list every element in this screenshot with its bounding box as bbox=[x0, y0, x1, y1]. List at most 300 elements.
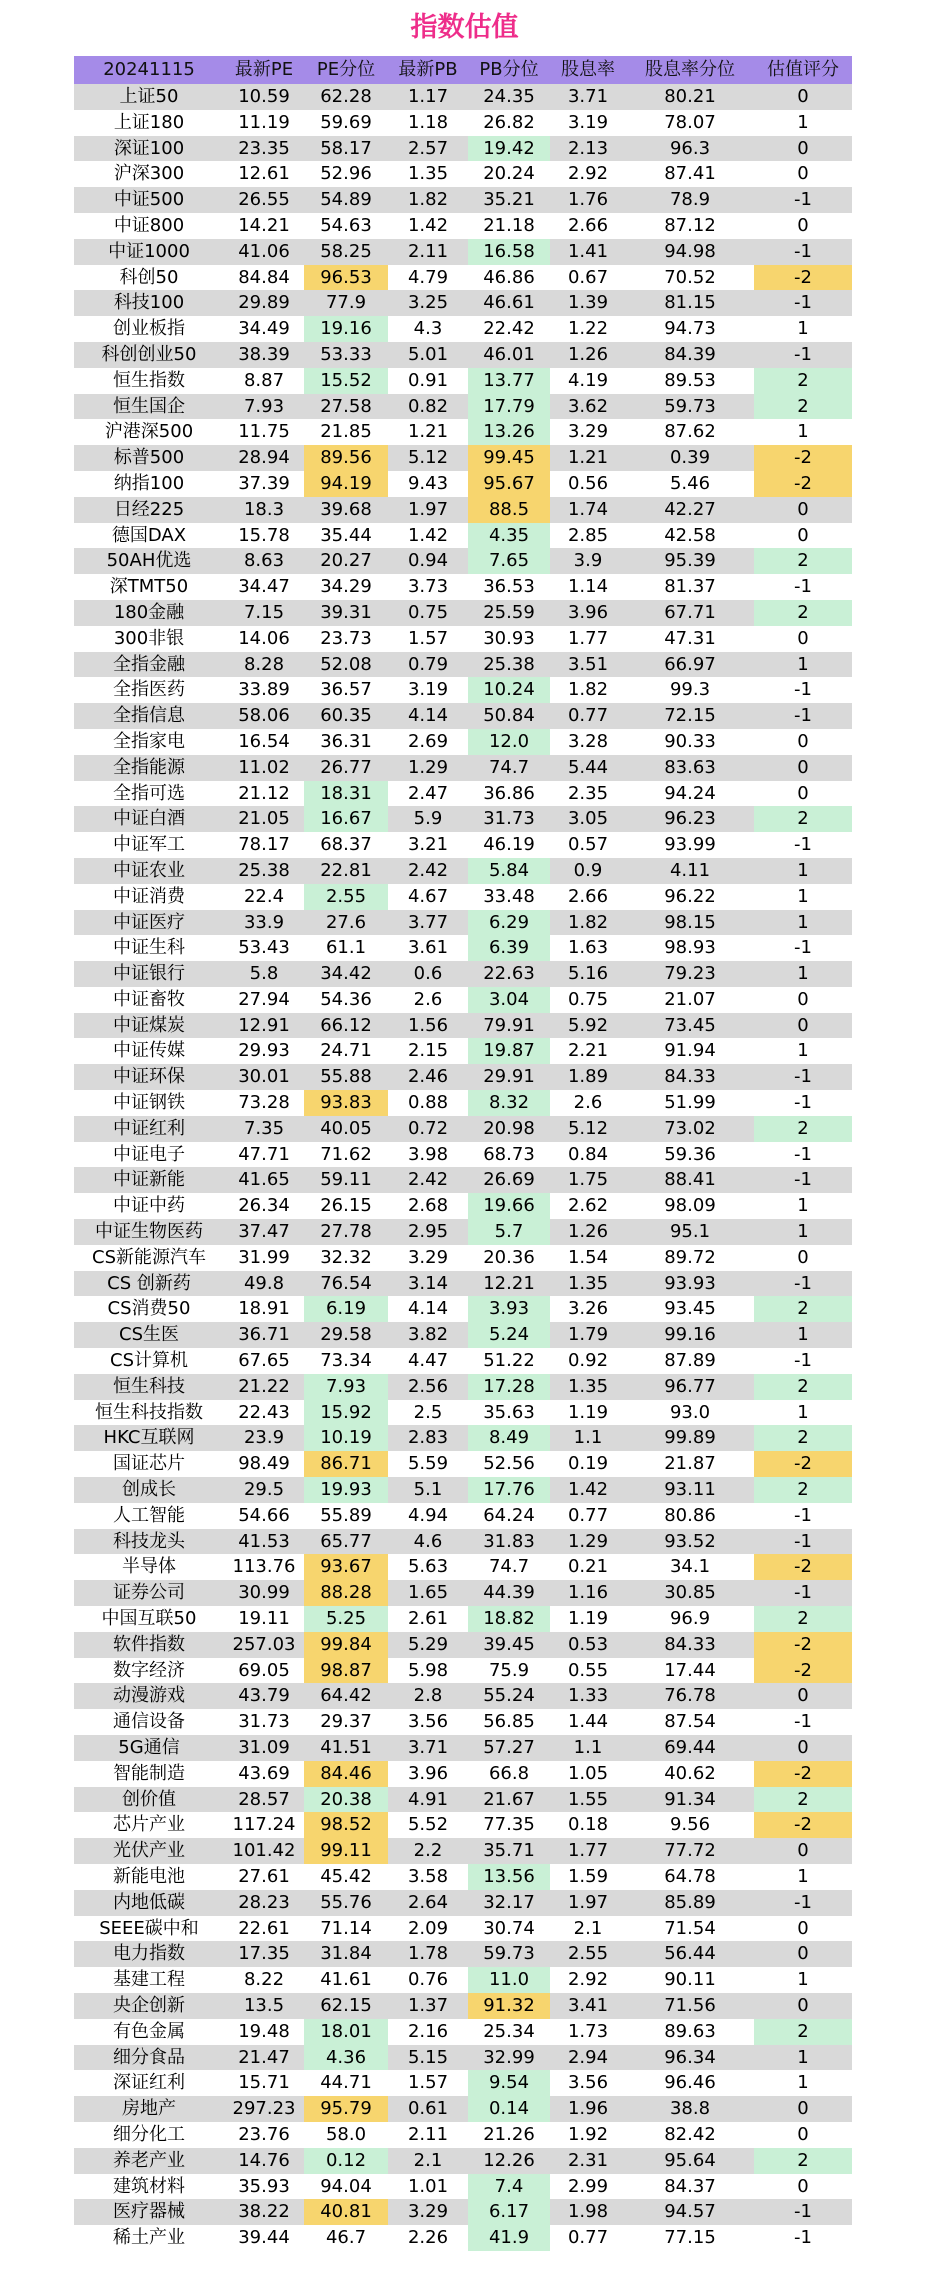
cell-pb: 0.75 bbox=[388, 600, 468, 626]
cell-pe: 29.89 bbox=[224, 290, 304, 316]
table-row bbox=[74, 368, 852, 394]
cell-pb: 2.83 bbox=[388, 1425, 468, 1451]
header-dividend-percentile: 股息率分位 bbox=[626, 56, 754, 84]
cell-name: 中证中药 bbox=[74, 1193, 224, 1219]
cell-pe: 38.22 bbox=[224, 2199, 304, 2225]
cell-dividend-yield: 5.92 bbox=[550, 1013, 626, 1039]
cell-dividend-yield: 3.26 bbox=[550, 1296, 626, 1322]
cell-pe-percentile: 39.68 bbox=[304, 497, 388, 523]
cell-pe: 18.3 bbox=[224, 497, 304, 523]
cell-name: 养老产业 bbox=[74, 2148, 224, 2174]
table-row bbox=[74, 445, 852, 471]
cell-dividend-percentile: 77.72 bbox=[626, 1838, 754, 1864]
cell-name: 内地低碳 bbox=[74, 1890, 224, 1916]
table-row bbox=[74, 858, 852, 884]
cell-dividend-yield: 1.26 bbox=[550, 1219, 626, 1245]
cell-dividend-percentile: 94.57 bbox=[626, 2199, 754, 2225]
cell-name: 动漫游戏 bbox=[74, 1683, 224, 1709]
cell-pe-percentile: 98.52 bbox=[304, 1812, 388, 1838]
cell-score: -1 bbox=[754, 1503, 852, 1529]
cell-pb-percentile: 5.84 bbox=[468, 858, 550, 884]
cell-score: -1 bbox=[754, 1529, 852, 1555]
cell-pe: 19.48 bbox=[224, 2019, 304, 2045]
cell-dividend-yield: 2.35 bbox=[550, 781, 626, 807]
cell-name: 创业板指 bbox=[74, 316, 224, 342]
cell-dividend-yield: 2.66 bbox=[550, 213, 626, 239]
table-row bbox=[74, 1709, 852, 1735]
cell-pe-percentile: 55.88 bbox=[304, 1064, 388, 1090]
cell-pe: 31.73 bbox=[224, 1709, 304, 1735]
cell-name: 全指家电 bbox=[74, 729, 224, 755]
cell-name: 深证红利 bbox=[74, 2070, 224, 2096]
table-row bbox=[74, 1606, 852, 1632]
cell-pb: 1.37 bbox=[388, 1993, 468, 2019]
cell-pe-percentile: 20.38 bbox=[304, 1787, 388, 1813]
cell-dividend-percentile: 80.21 bbox=[626, 84, 754, 110]
cell-pe: 31.99 bbox=[224, 1245, 304, 1271]
cell-pb-percentile: 59.73 bbox=[468, 1941, 550, 1967]
cell-dividend-percentile: 93.99 bbox=[626, 832, 754, 858]
cell-pb: 2.46 bbox=[388, 1064, 468, 1090]
cell-dividend-percentile: 95.64 bbox=[626, 2148, 754, 2174]
header-pe-percentile: PE分位 bbox=[304, 56, 388, 84]
cell-pe: 35.93 bbox=[224, 2174, 304, 2200]
cell-name: 300非银 bbox=[74, 626, 224, 652]
cell-pe-percentile: 98.87 bbox=[304, 1658, 388, 1684]
table-row bbox=[74, 806, 852, 832]
cell-pb: 2.15 bbox=[388, 1038, 468, 1064]
table-row bbox=[74, 1348, 852, 1374]
cell-score: 2 bbox=[754, 1374, 852, 1400]
cell-pe: 98.49 bbox=[224, 1451, 304, 1477]
cell-score: -1 bbox=[754, 832, 852, 858]
cell-pe-percentile: 54.63 bbox=[304, 213, 388, 239]
cell-dividend-yield: 2.13 bbox=[550, 136, 626, 162]
table-row bbox=[74, 419, 852, 445]
table-row bbox=[74, 600, 852, 626]
cell-dividend-percentile: 87.62 bbox=[626, 419, 754, 445]
cell-pb-percentile: 26.69 bbox=[468, 1167, 550, 1193]
cell-pb: 1.29 bbox=[388, 755, 468, 781]
cell-pb: 1.78 bbox=[388, 1941, 468, 1967]
cell-score: 0 bbox=[754, 523, 852, 549]
cell-pb: 0.91 bbox=[388, 368, 468, 394]
cell-pb-percentile: 6.39 bbox=[468, 935, 550, 961]
table-row bbox=[74, 1142, 852, 1168]
cell-pb-percentile: 30.93 bbox=[468, 626, 550, 652]
valuation-table bbox=[74, 56, 852, 2251]
cell-pb: 5.63 bbox=[388, 1554, 468, 1580]
cell-name: 上证180 bbox=[74, 110, 224, 136]
table-row bbox=[74, 1554, 852, 1580]
cell-pb: 2.56 bbox=[388, 1374, 468, 1400]
table-row bbox=[74, 910, 852, 936]
cell-dividend-yield: 1.92 bbox=[550, 2122, 626, 2148]
cell-name: 中证1000 bbox=[74, 239, 224, 265]
cell-score: -1 bbox=[754, 677, 852, 703]
cell-pb-percentile: 33.48 bbox=[468, 884, 550, 910]
cell-pe-percentile: 41.51 bbox=[304, 1735, 388, 1761]
cell-score: 0 bbox=[754, 1838, 852, 1864]
cell-dividend-yield: 3.19 bbox=[550, 110, 626, 136]
cell-pe-percentile: 24.71 bbox=[304, 1038, 388, 1064]
cell-name: 新能电池 bbox=[74, 1864, 224, 1890]
cell-pe-percentile: 7.93 bbox=[304, 1374, 388, 1400]
cell-dividend-percentile: 99.89 bbox=[626, 1425, 754, 1451]
cell-dividend-yield: 1.59 bbox=[550, 1864, 626, 1890]
table-row bbox=[74, 1993, 852, 2019]
cell-pb-percentile: 99.45 bbox=[468, 445, 550, 471]
cell-pb: 5.12 bbox=[388, 445, 468, 471]
cell-score: -2 bbox=[754, 471, 852, 497]
cell-pe-percentile: 35.44 bbox=[304, 523, 388, 549]
cell-pe-percentile: 15.92 bbox=[304, 1400, 388, 1426]
table-row bbox=[74, 1916, 852, 1942]
cell-pb: 2.2 bbox=[388, 1838, 468, 1864]
cell-pe-percentile: 6.19 bbox=[304, 1296, 388, 1322]
cell-pb: 1.57 bbox=[388, 626, 468, 652]
table-row bbox=[74, 84, 852, 110]
cell-dividend-yield: 1.97 bbox=[550, 1890, 626, 1916]
table-row bbox=[74, 290, 852, 316]
cell-dividend-yield: 2.92 bbox=[550, 161, 626, 187]
cell-pb: 2.5 bbox=[388, 1400, 468, 1426]
cell-pb: 2.61 bbox=[388, 1606, 468, 1632]
cell-pe: 26.34 bbox=[224, 1193, 304, 1219]
cell-pe: 12.61 bbox=[224, 161, 304, 187]
cell-pb: 3.29 bbox=[388, 2199, 468, 2225]
cell-dividend-yield: 1.73 bbox=[550, 2019, 626, 2045]
table-row bbox=[74, 1193, 852, 1219]
cell-dividend-percentile: 42.58 bbox=[626, 523, 754, 549]
cell-name: 全指信息 bbox=[74, 703, 224, 729]
cell-pb: 0.82 bbox=[388, 394, 468, 420]
cell-dividend-percentile: 71.56 bbox=[626, 1993, 754, 2019]
cell-dividend-yield: 1.35 bbox=[550, 1374, 626, 1400]
cell-pb-percentile: 16.58 bbox=[468, 239, 550, 265]
cell-dividend-yield: 3.29 bbox=[550, 419, 626, 445]
cell-dividend-yield: 0.84 bbox=[550, 1142, 626, 1168]
cell-dividend-yield: 1.76 bbox=[550, 187, 626, 213]
cell-name: 央企创新 bbox=[74, 1993, 224, 2019]
cell-pe: 26.55 bbox=[224, 187, 304, 213]
cell-dividend-percentile: 80.86 bbox=[626, 1503, 754, 1529]
cell-dividend-percentile: 87.12 bbox=[626, 213, 754, 239]
cell-pb-percentile: 7.4 bbox=[468, 2174, 550, 2200]
cell-pb: 4.94 bbox=[388, 1503, 468, 1529]
cell-pe-percentile: 93.67 bbox=[304, 1554, 388, 1580]
cell-name: 深TMT50 bbox=[74, 574, 224, 600]
cell-pb: 9.43 bbox=[388, 471, 468, 497]
cell-score: 1 bbox=[754, 1038, 852, 1064]
table-row bbox=[74, 1864, 852, 1890]
table-row bbox=[74, 1219, 852, 1245]
cell-dividend-yield: 1.05 bbox=[550, 1761, 626, 1787]
cell-pb: 5.9 bbox=[388, 806, 468, 832]
cell-score: 2 bbox=[754, 394, 852, 420]
cell-pe: 41.06 bbox=[224, 239, 304, 265]
cell-name: 德国DAX bbox=[74, 523, 224, 549]
table-row bbox=[74, 703, 852, 729]
cell-name: 科创50 bbox=[74, 265, 224, 291]
cell-pb-percentile: 22.42 bbox=[468, 316, 550, 342]
cell-score: 0 bbox=[754, 1916, 852, 1942]
cell-pe: 41.53 bbox=[224, 1529, 304, 1555]
cell-dividend-yield: 1.35 bbox=[550, 1271, 626, 1297]
cell-pb: 2.11 bbox=[388, 239, 468, 265]
cell-name: 沪港深500 bbox=[74, 419, 224, 445]
cell-score: -1 bbox=[754, 1580, 852, 1606]
cell-pb: 1.82 bbox=[388, 187, 468, 213]
cell-dividend-yield: 1.77 bbox=[550, 1838, 626, 1864]
table-row bbox=[74, 548, 852, 574]
cell-dividend-percentile: 87.41 bbox=[626, 161, 754, 187]
cell-dividend-percentile: 59.73 bbox=[626, 394, 754, 420]
cell-pe: 28.94 bbox=[224, 445, 304, 471]
cell-pb-percentile: 35.21 bbox=[468, 187, 550, 213]
cell-score: -1 bbox=[754, 574, 852, 600]
cell-pb-percentile: 31.73 bbox=[468, 806, 550, 832]
cell-pe: 34.49 bbox=[224, 316, 304, 342]
cell-pb-percentile: 74.7 bbox=[468, 1554, 550, 1580]
cell-dividend-percentile: 91.34 bbox=[626, 1787, 754, 1813]
table-row bbox=[74, 1322, 852, 1348]
cell-pe-percentile: 29.37 bbox=[304, 1709, 388, 1735]
cell-dividend-percentile: 94.24 bbox=[626, 781, 754, 807]
cell-dividend-percentile: 67.71 bbox=[626, 600, 754, 626]
cell-pb-percentile: 26.82 bbox=[468, 110, 550, 136]
cell-pe: 16.54 bbox=[224, 729, 304, 755]
cell-pb: 0.94 bbox=[388, 548, 468, 574]
cell-dividend-yield: 2.31 bbox=[550, 2148, 626, 2174]
cell-pb-percentile: 95.67 bbox=[468, 471, 550, 497]
cell-dividend-percentile: 21.87 bbox=[626, 1451, 754, 1477]
table-row bbox=[74, 342, 852, 368]
cell-name: 医疗器械 bbox=[74, 2199, 224, 2225]
cell-dividend-yield: 1.1 bbox=[550, 1425, 626, 1451]
cell-pe: 29.5 bbox=[224, 1477, 304, 1503]
header-dividend-yield: 股息率 bbox=[550, 56, 626, 84]
cell-pb-percentile: 56.85 bbox=[468, 1709, 550, 1735]
cell-dividend-yield: 5.12 bbox=[550, 1116, 626, 1142]
cell-dividend-yield: 1.21 bbox=[550, 445, 626, 471]
cell-pb-percentile: 32.99 bbox=[468, 2045, 550, 2071]
cell-dividend-percentile: 94.98 bbox=[626, 239, 754, 265]
cell-pe: 43.69 bbox=[224, 1761, 304, 1787]
cell-pb-percentile: 6.29 bbox=[468, 910, 550, 936]
cell-pb-percentile: 12.26 bbox=[468, 2148, 550, 2174]
cell-dividend-percentile: 94.73 bbox=[626, 316, 754, 342]
cell-dividend-percentile: 34.1 bbox=[626, 1554, 754, 1580]
cell-pb: 1.01 bbox=[388, 2174, 468, 2200]
cell-pe: 14.76 bbox=[224, 2148, 304, 2174]
cell-score: -2 bbox=[754, 445, 852, 471]
table-body bbox=[74, 84, 852, 2251]
cell-pb-percentile: 4.35 bbox=[468, 523, 550, 549]
cell-name: CS消费50 bbox=[74, 1296, 224, 1322]
table-row bbox=[74, 1374, 852, 1400]
cell-score: -1 bbox=[754, 703, 852, 729]
cell-score: 1 bbox=[754, 2070, 852, 2096]
cell-name: 纳指100 bbox=[74, 471, 224, 497]
cell-pb-percentile: 5.7 bbox=[468, 1219, 550, 1245]
cell-name: 恒生科技 bbox=[74, 1374, 224, 1400]
cell-name: 创价值 bbox=[74, 1787, 224, 1813]
cell-name: 恒生指数 bbox=[74, 368, 224, 394]
cell-dividend-percentile: 82.42 bbox=[626, 2122, 754, 2148]
cell-pe: 117.24 bbox=[224, 1812, 304, 1838]
cell-pe: 22.61 bbox=[224, 1916, 304, 1942]
cell-pe: 17.35 bbox=[224, 1941, 304, 1967]
cell-score: 0 bbox=[754, 755, 852, 781]
cell-pe: 49.8 bbox=[224, 1271, 304, 1297]
cell-pe: 5.8 bbox=[224, 961, 304, 987]
cell-name: 恒生科技指数 bbox=[74, 1400, 224, 1426]
cell-pb: 1.17 bbox=[388, 84, 468, 110]
cell-pe: 7.15 bbox=[224, 600, 304, 626]
cell-name: 中证畜牧 bbox=[74, 987, 224, 1013]
cell-score: -1 bbox=[754, 1271, 852, 1297]
table-row bbox=[74, 2199, 852, 2225]
cell-pb-percentile: 46.19 bbox=[468, 832, 550, 858]
cell-pe: 11.02 bbox=[224, 755, 304, 781]
table-row bbox=[74, 1167, 852, 1193]
cell-pe-percentile: 58.25 bbox=[304, 239, 388, 265]
cell-pe: 41.65 bbox=[224, 1167, 304, 1193]
cell-score: 0 bbox=[754, 161, 852, 187]
cell-dividend-yield: 5.44 bbox=[550, 755, 626, 781]
cell-dividend-yield: 0.75 bbox=[550, 987, 626, 1013]
cell-dividend-yield: 5.16 bbox=[550, 961, 626, 987]
cell-score: -1 bbox=[754, 1348, 852, 1374]
cell-pe: 15.71 bbox=[224, 2070, 304, 2096]
cell-name: HKC互联网 bbox=[74, 1425, 224, 1451]
cell-name: 恒生国企 bbox=[74, 394, 224, 420]
table-row bbox=[74, 1658, 852, 1684]
cell-pe: 78.17 bbox=[224, 832, 304, 858]
cell-pb: 2.26 bbox=[388, 2225, 468, 2251]
cell-dividend-percentile: 73.45 bbox=[626, 1013, 754, 1039]
cell-score: -2 bbox=[754, 1658, 852, 1684]
cell-pe-percentile: 31.84 bbox=[304, 1941, 388, 1967]
cell-pb-percentile: 13.26 bbox=[468, 419, 550, 445]
table-row bbox=[74, 2174, 852, 2200]
table-row bbox=[74, 626, 852, 652]
cell-pb-percentile: 19.66 bbox=[468, 1193, 550, 1219]
cell-dividend-percentile: 79.23 bbox=[626, 961, 754, 987]
cell-pb: 3.19 bbox=[388, 677, 468, 703]
cell-pb-percentile: 30.74 bbox=[468, 1916, 550, 1942]
cell-pe-percentile: 2.55 bbox=[304, 884, 388, 910]
cell-pb-percentile: 20.98 bbox=[468, 1116, 550, 1142]
cell-pe-percentile: 27.6 bbox=[304, 910, 388, 936]
cell-score: 1 bbox=[754, 1967, 852, 1993]
table-row bbox=[74, 755, 852, 781]
cell-pe: 30.01 bbox=[224, 1064, 304, 1090]
table-row bbox=[74, 2096, 852, 2122]
cell-pe: 11.75 bbox=[224, 419, 304, 445]
cell-pb: 1.21 bbox=[388, 419, 468, 445]
cell-dividend-percentile: 99.16 bbox=[626, 1322, 754, 1348]
cell-pe: 28.23 bbox=[224, 1890, 304, 1916]
table-row bbox=[74, 832, 852, 858]
cell-pb: 3.29 bbox=[388, 1245, 468, 1271]
cell-dividend-percentile: 93.52 bbox=[626, 1529, 754, 1555]
cell-pe-percentile: 44.71 bbox=[304, 2070, 388, 2096]
cell-pb-percentile: 55.24 bbox=[468, 1683, 550, 1709]
cell-pb: 0.61 bbox=[388, 2096, 468, 2122]
cell-dividend-percentile: 83.63 bbox=[626, 755, 754, 781]
cell-name: 软件指数 bbox=[74, 1632, 224, 1658]
header-date: 20241115 bbox=[74, 56, 224, 84]
cell-dividend-percentile: 84.37 bbox=[626, 2174, 754, 2200]
cell-pb: 5.59 bbox=[388, 1451, 468, 1477]
cell-dividend-percentile: 78.07 bbox=[626, 110, 754, 136]
cell-dividend-percentile: 89.53 bbox=[626, 368, 754, 394]
cell-dividend-percentile: 71.54 bbox=[626, 1916, 754, 1942]
cell-pb-percentile: 57.27 bbox=[468, 1735, 550, 1761]
table-row bbox=[74, 1941, 852, 1967]
cell-dividend-percentile: 4.11 bbox=[626, 858, 754, 884]
cell-dividend-yield: 1.63 bbox=[550, 935, 626, 961]
cell-pe-percentile: 55.89 bbox=[304, 1503, 388, 1529]
cell-dividend-yield: 2.92 bbox=[550, 1967, 626, 1993]
table-row bbox=[74, 1271, 852, 1297]
header-row bbox=[74, 56, 852, 84]
header-pb: 最新PB bbox=[388, 56, 468, 84]
cell-pb-percentile: 13.56 bbox=[468, 1864, 550, 1890]
cell-name: 全指医药 bbox=[74, 677, 224, 703]
cell-name: 科技龙头 bbox=[74, 1529, 224, 1555]
cell-pe-percentile: 53.33 bbox=[304, 342, 388, 368]
cell-dividend-yield: 0.19 bbox=[550, 1451, 626, 1477]
table-row bbox=[74, 497, 852, 523]
table-row bbox=[74, 1761, 852, 1787]
cell-score: -2 bbox=[754, 1761, 852, 1787]
cell-pb: 4.14 bbox=[388, 1296, 468, 1322]
table-row bbox=[74, 213, 852, 239]
cell-name: 5G通信 bbox=[74, 1735, 224, 1761]
cell-dividend-yield: 1.41 bbox=[550, 239, 626, 265]
cell-dividend-percentile: 66.97 bbox=[626, 652, 754, 678]
table-row bbox=[74, 2019, 852, 2045]
cell-pe: 21.05 bbox=[224, 806, 304, 832]
cell-score: -2 bbox=[754, 1554, 852, 1580]
cell-dividend-yield: 1.42 bbox=[550, 1477, 626, 1503]
cell-pb-percentile: 46.61 bbox=[468, 290, 550, 316]
cell-pb-percentile: 46.01 bbox=[468, 342, 550, 368]
cell-score: 2 bbox=[754, 1606, 852, 1632]
cell-name: 光伏产业 bbox=[74, 1838, 224, 1864]
cell-pe-percentile: 73.34 bbox=[304, 1348, 388, 1374]
cell-dividend-yield: 1.14 bbox=[550, 574, 626, 600]
cell-pe-percentile: 26.77 bbox=[304, 755, 388, 781]
cell-pe-percentile: 94.04 bbox=[304, 2174, 388, 2200]
cell-pb: 0.88 bbox=[388, 1090, 468, 1116]
header-pe: 最新PE bbox=[224, 56, 304, 84]
cell-dividend-percentile: 85.89 bbox=[626, 1890, 754, 1916]
page-title: 指数估值 bbox=[410, 12, 519, 43]
cell-pe: 23.9 bbox=[224, 1425, 304, 1451]
cell-pe-percentile: 39.31 bbox=[304, 600, 388, 626]
cell-pe-percentile: 59.11 bbox=[304, 1167, 388, 1193]
cell-pb-percentile: 64.24 bbox=[468, 1503, 550, 1529]
cell-pe-percentile: 64.42 bbox=[304, 1683, 388, 1709]
cell-name: 中证煤炭 bbox=[74, 1013, 224, 1039]
cell-pe-percentile: 15.52 bbox=[304, 368, 388, 394]
cell-pe-percentile: 5.25 bbox=[304, 1606, 388, 1632]
cell-name: 数字经济 bbox=[74, 1658, 224, 1684]
